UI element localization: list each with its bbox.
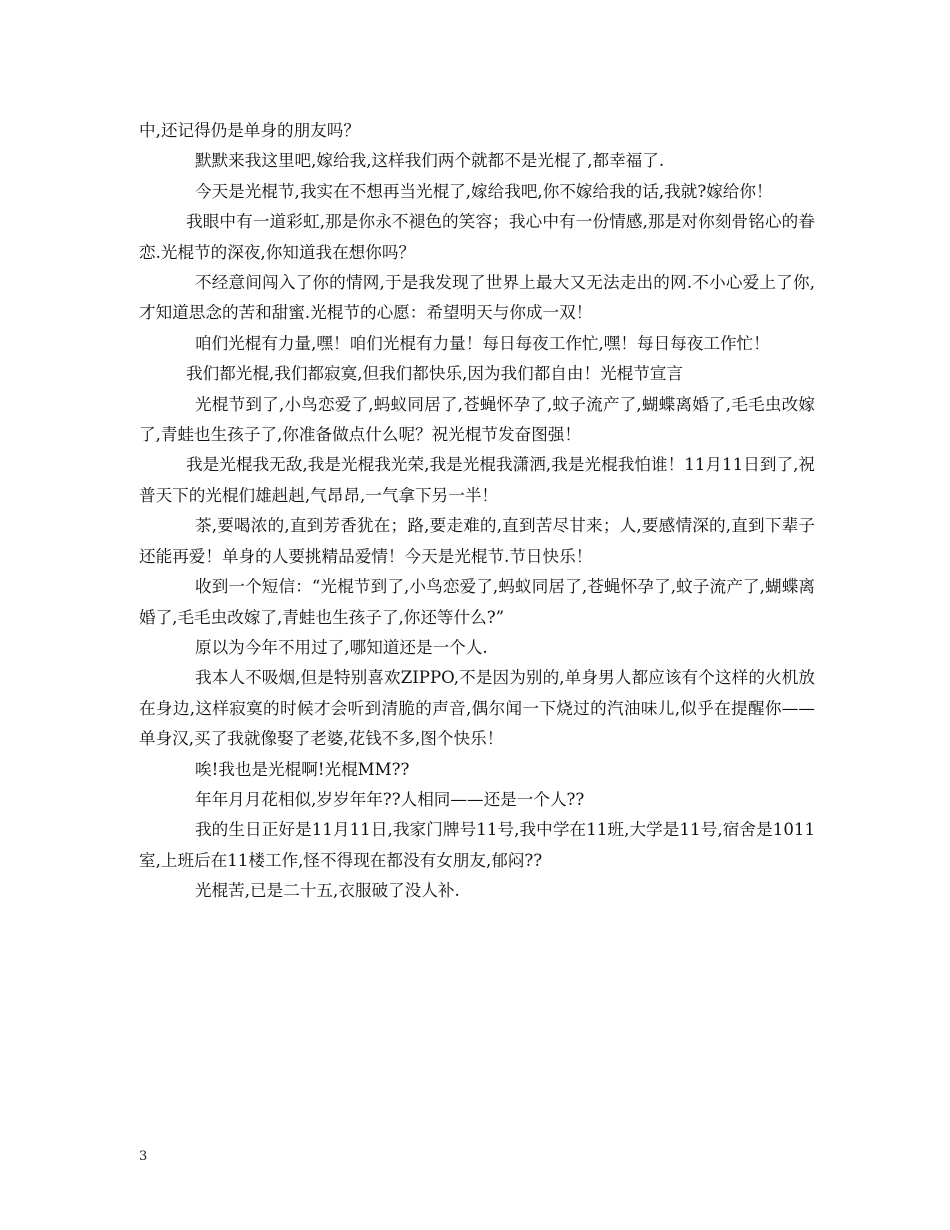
body-paragraph: 不经意间闯入了你的情网,于是我发现了世界上最大又无法走出的网.不小心爱上了你,才知道思念的苦和甜蜜.光棍节的心愿：希望明天与你成一双！: [139, 273, 815, 323]
body-paragraph: 今天是光棍节,我实在不想再当光棍了,嫁给我吧,你不嫁给我的话,我就?嫁给你！: [195, 181, 773, 201]
body-paragraph: 年年月月花相似,岁岁年年??人相同——还是一个人??: [195, 789, 585, 809]
body-paragraph: 我们都光棍,我们都寂寞,但我们都快乐,因为我们都自由！光棍节宣言: [186, 364, 684, 384]
body-paragraph: 光棍节到了,小鸟恋爱了,蚂蚁同居了,苍蝇怀孕了,蚊子流产了,蝴蝶离婚了,毛毛虫改嫁了,青蛙也生孩子了,你准备做点什么呢？祝光棍节发奋图强！: [139, 394, 815, 445]
body-paragraph: 我是光棍我无敌,我是光棍我光荣,我是光棍我潇洒,我是光棍我怕谁！11月11日到了,祝普天下的光棍们雄赳赳,气昂昂,一气拿下另一半！: [139, 455, 815, 505]
body-paragraph: 中,还记得仍是单身的朋友吗？: [139, 121, 360, 140]
document-body: [139, 116, 815, 907]
body-paragraph: 原以为今年不用过了,哪知道还是一个人.: [195, 637, 488, 657]
body-paragraph: 我眼中有一道彩虹,那是你永不褪色的笑容；我心中有一份情感,那是对你刻骨铭心的眷恋.光棍节的深夜,你知道我在想你吗？: [139, 212, 815, 262]
body-paragraph: 唉!我也是光棍啊!光棍MM??: [195, 759, 410, 779]
body-paragraph: 茶,要喝浓的,直到芳香犹在；路,要走难的,直到苦尽甘来；人,要感情深的,直到下辈子还能再爱！单身的人要挑精品爱情！今天是光棍节.节日快乐！: [139, 516, 815, 566]
body-paragraph: 我的生日正好是11月11日,我家门牌号11号,我中学在11班,大学是11号,宿舍是1011室,上班后在11楼工作,怪不得现在都没有女朋友,郁闷??: [139, 820, 815, 870]
body-paragraph: 收到一个短信：“光棍节到了,小鸟恋爱了,蚂蚁同居了,苍蝇怀孕了,蚊子流产了,蝴蝶离婚了,毛毛虫改嫁了,青蛙也生孩子了,你还等什么?”: [139, 577, 815, 627]
body-paragraph: 咱们光棍有力量,嘿！咱们光棍有力量！每日每夜工作忙,嘿！每日每夜工作忙！: [195, 333, 770, 353]
body-paragraph: 光棍苦,已是二十五,衣服破了没人补.: [195, 881, 460, 901]
body-paragraph: 我本人不吸烟,但是特别喜欢ZIPPO,不是因为别的,单身男人都应该有个这样的火机放在身边,这样寂寞的时候才会听到清脆的声音,偶尔闻一下烧过的汽油味儿,似乎在提醒你——单身汉,买了我就像娶了老婆,花钱不多,图个快乐！: [139, 668, 815, 749]
body-paragraph: 默默来我这里吧,嫁给我,这样我们两个就都不是光棍了,都幸福了.: [195, 151, 665, 171]
page-number: 3: [139, 1149, 148, 1164]
